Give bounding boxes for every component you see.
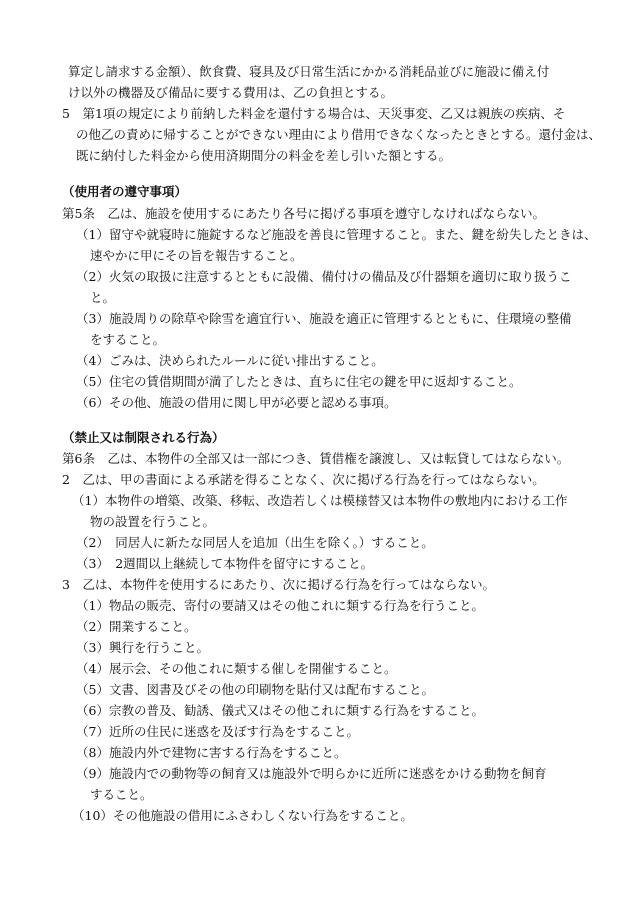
article-5: 第5条 乙は、施設を使用するにあたり各号に掲げる事項を遵守しなければならない。 [62, 206, 545, 221]
article-5-item-1-cont: 速やかに甲にその旨を報告すること。 [90, 248, 303, 263]
article-6-p3-item-8: （8）施設内外で建物に害する行為をすること。 [76, 745, 347, 760]
article-5-item-1: （1）留守や就寝時に施錠するなど施設を善良に管理すること。また、鍵を紛失したときは、 [76, 227, 597, 242]
section-heading-prohibited-acts: （禁止又は制限される行為） [62, 430, 225, 445]
article-6-p3-item-10: （10）その他施設の借用にふさわしくない行為をすること。 [72, 808, 413, 823]
article-5-item-6: （6）その他、施設の借用に関し甲が必要と認める事項。 [76, 395, 397, 410]
article-6-p2-item-1-cont: 物の設置を行うこと。 [90, 514, 216, 529]
article-6-p3-item-5: （5）文書、図書及びその他の印刷物を貼付又は配布すること。 [76, 682, 434, 697]
article-6-p3-item-1: （1）物品の販売、寄付の要請又はその他これに類する行為を行うこと。 [76, 598, 484, 613]
article-6-paragraph-3: 3 乙は、本物件を使用するにあたり、次に掲げる行為を行ってはならない。 [62, 577, 495, 592]
paragraph-5-line-1: 5 第1項の規定により前納した料金を還付する場合は、天災事変、乙又は親族の疾病、そ [62, 106, 566, 121]
article-5-item-4: （4）ごみは、決められたルールに従い排出すること。 [76, 353, 384, 368]
paragraph-5-line-3: 既に納付した料金から使用済期間分の料金を差し引いた額とする。 [76, 148, 452, 163]
article-6-p3-item-4: （4）展示会、その他これに類する催しを開催すること。 [76, 661, 397, 676]
article-6-paragraph-2: 2 乙は、甲の書面による承諾を得ることなく、次に掲げる行為を行ってはならない。 [62, 472, 545, 487]
article-6: 第6条 乙は、本物件の全部又は一部につき、賃借権を譲渡し、又は転貸してはならない。 [62, 451, 570, 466]
paragraph-5-line-2: の他乙の責めに帰することができない理由により借用できなくなったときとする。還付金は、 [76, 127, 602, 142]
article-5-item-2: （2）火気の取扱に注意するとともに設備、備付けの備品及び什器類を適切に取り扱うこ [76, 269, 572, 284]
article-5-item-2-cont: と。 [90, 290, 116, 305]
article-6-p2-item-1: （1）本物件の増築、改築、移転、改造若しくは模様替又は本物件の敷地内における工作 [72, 493, 568, 508]
article-6-p3-item-6: （6）宗教の普及、勧誘、儀式又はその他これに類する行為をすること。 [76, 703, 484, 718]
article-6-p3-item-9: （9）施設内での動物等の飼育又は施設外で明らかに近所に迷惑をかける動物を飼育 [76, 766, 547, 781]
article-6-p3-item-3: （3）興行を行うこと。 [76, 640, 209, 655]
article-5-item-5: （5）住宅の賃借期間が満了したときは、直ちに住宅の鍵を甲に返却すること。 [76, 374, 522, 389]
article-5-item-3-cont: をすること。 [90, 332, 166, 347]
continuation-line-1: 算定し請求する金額）、飲食費、寝具及び日常生活にかかる消耗品並びに施設に備え付 [68, 64, 550, 79]
continuation-line-2: け以外の機器及び備品に要する費用は、乙の負担とする。 [68, 85, 394, 100]
section-heading-tenant-obligations: （使用者の遵守事項） [62, 184, 188, 199]
article-6-p3-item-2: （2）開業すること。 [76, 619, 197, 634]
article-6-p3-item-7: （7）近所の住民に迷惑を及ぼす行為をすること。 [76, 724, 359, 739]
article-6-p2-item-2: （2） 同居人に新たな同居人を追加（出生を除く。）すること。 [76, 535, 434, 550]
article-6-p2-item-3: （3） 2週間以上継続して本物件を留守にすること。 [76, 556, 374, 571]
article-5-item-3: （3）施設周りの除草や除雪を適宜行い、施設を適正に管理するとともに、住環境の整備 [76, 311, 572, 326]
article-6-p3-item-9-cont: すること。 [90, 787, 153, 802]
